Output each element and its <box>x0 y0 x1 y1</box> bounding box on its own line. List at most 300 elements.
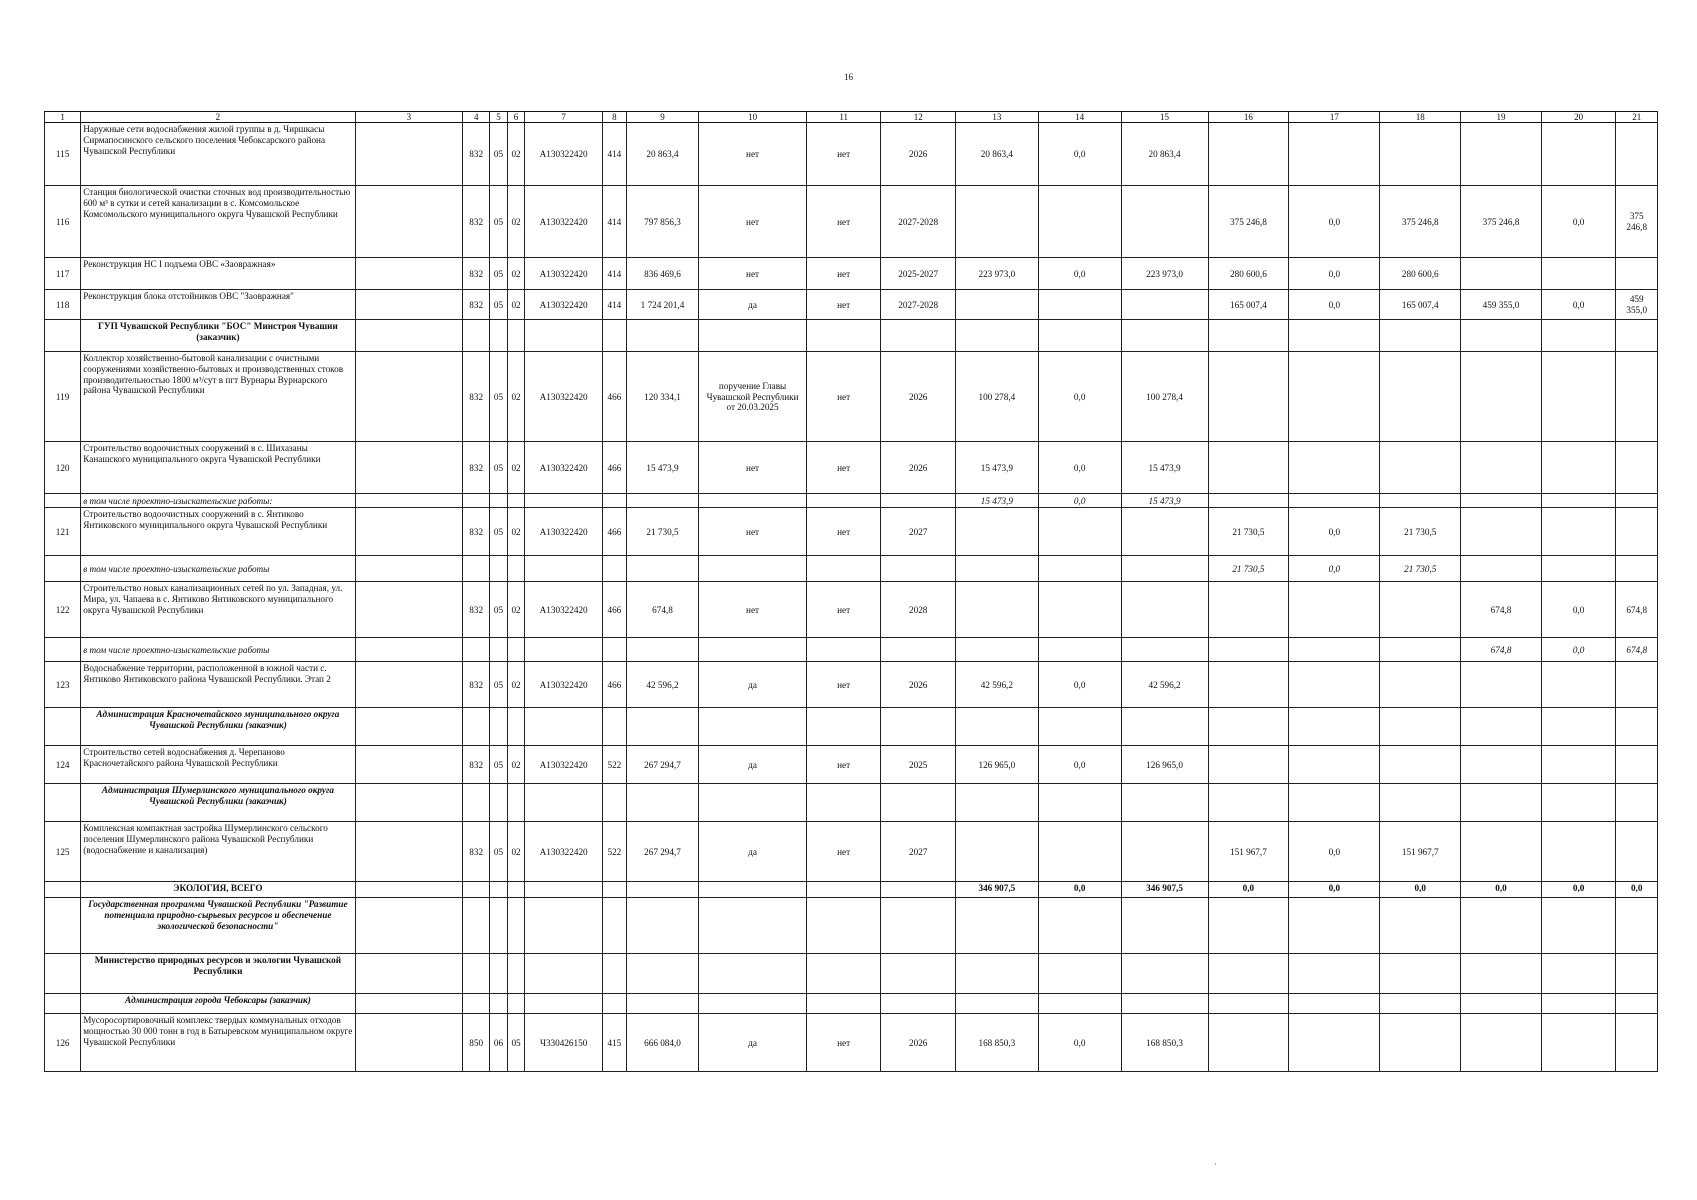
table-cell <box>699 638 807 662</box>
table-cell <box>463 784 490 822</box>
table-cell <box>602 494 626 508</box>
table-cell: 375 246,8 <box>1616 186 1658 258</box>
table-cell <box>1380 582 1461 638</box>
table-cell: 832 <box>463 258 490 290</box>
table-cell: 832 <box>463 822 490 882</box>
table-cell: 223 973,0 <box>955 258 1038 290</box>
column-number: 15 <box>1121 112 1208 123</box>
table-cell: нет <box>806 258 881 290</box>
table-cell <box>602 882 626 898</box>
table-cell: нет <box>806 442 881 494</box>
table-cell: 0,0 <box>1038 1014 1121 1072</box>
table-cell <box>806 882 881 898</box>
table-cell <box>1461 662 1542 708</box>
table-cell <box>1380 898 1461 954</box>
row-number: 125 <box>45 822 81 882</box>
subtotal-value: 674,8 <box>1616 638 1658 662</box>
section-heading: Администрация Шумерлинского муниципального округа Чувашской Республики (заказчик) <box>81 784 355 822</box>
object-name: Реконструкция НС I подъема ОВС «Заовражная» <box>81 258 355 290</box>
subtotal-value <box>1380 638 1461 662</box>
table-cell <box>490 708 508 746</box>
page-number: 16 <box>844 72 853 82</box>
table-cell <box>1616 662 1658 708</box>
column-number: 8 <box>602 112 626 123</box>
table-cell <box>490 784 508 822</box>
table-cell <box>602 708 626 746</box>
table-cell: 267 294,7 <box>626 746 698 784</box>
column-number-row <box>45 112 1658 123</box>
table-cell <box>1616 352 1658 442</box>
table-cell: 832 <box>463 186 490 258</box>
table-cell: 832 <box>463 442 490 494</box>
table-row <box>45 822 1658 882</box>
table-cell <box>463 898 490 954</box>
subtotal-value: 0,0 <box>1038 494 1121 508</box>
table-row <box>45 494 1658 508</box>
subtotal-value <box>955 556 1038 582</box>
subtotal-value <box>1208 494 1289 508</box>
table-cell <box>1461 123 1542 186</box>
table-cell <box>881 882 956 898</box>
table-cell <box>626 994 698 1014</box>
table-cell <box>1121 290 1208 320</box>
subtotal-value <box>1289 494 1380 508</box>
object-name: Наружные сети водоснабжения жилой группы в д. Чиршкасы Сирмапосинского сельского поселения Чебоксарского района Чувашской Республики <box>81 123 355 186</box>
row-number: 118 <box>45 290 81 320</box>
table-cell <box>1121 784 1208 822</box>
table-cell <box>525 708 603 746</box>
table-cell: 674,8 <box>1461 582 1542 638</box>
table-cell <box>881 556 956 582</box>
table-cell <box>507 898 525 954</box>
table-cell <box>490 994 508 1014</box>
row-number: 116 <box>45 186 81 258</box>
table-cell: А130322420 <box>525 123 603 186</box>
row-number: 115 <box>45 123 81 186</box>
table-cell <box>1616 442 1658 494</box>
table-cell <box>490 320 508 352</box>
table-cell: А130322420 <box>525 582 603 638</box>
table-cell <box>1038 784 1121 822</box>
subtotal-label: в том числе проектно-изыскательские работы <box>81 638 355 662</box>
table-cell: 21 730,5 <box>626 508 698 556</box>
table-cell <box>1380 994 1461 1014</box>
table-cell <box>955 186 1038 258</box>
table-cell: 15 473,9 <box>626 442 698 494</box>
table-cell <box>699 556 807 582</box>
table-cell: нет <box>806 822 881 882</box>
table-cell: нет <box>699 508 807 556</box>
table-cell <box>1289 352 1380 442</box>
table-cell: 0,0 <box>1038 662 1121 708</box>
table-cell: 05 <box>490 258 508 290</box>
table-cell: 0,0 <box>1038 442 1121 494</box>
table-cell: 2026 <box>881 442 956 494</box>
table-cell <box>1208 582 1289 638</box>
table-cell: 414 <box>602 186 626 258</box>
table-cell: 223 973,0 <box>1121 258 1208 290</box>
table-cell <box>955 320 1038 352</box>
table-cell: нет <box>699 186 807 258</box>
table-cell <box>1208 708 1289 746</box>
object-name: Коллектор хозяйственно-бытовой канализации с очистными сооружениями хозяйственно-бытовых и производственных стоков производительностью 1800 м³/сут в пгт Вурнары Вурнарского района Чувашской Республики <box>81 352 355 442</box>
table-cell: 2026 <box>881 1014 956 1072</box>
table-cell: 797 856,3 <box>626 186 698 258</box>
table-cell <box>1038 898 1121 954</box>
table-cell: 02 <box>507 290 525 320</box>
table-cell <box>699 882 807 898</box>
table-cell <box>463 320 490 352</box>
table-cell: 459 355,0 <box>1461 290 1542 320</box>
table-cell <box>1616 898 1658 954</box>
row-number: 119 <box>45 352 81 442</box>
table-row <box>45 746 1658 784</box>
table-cell <box>45 994 81 1014</box>
table-cell <box>355 746 463 784</box>
table-cell <box>806 784 881 822</box>
table-cell <box>881 784 956 822</box>
table-cell: нет <box>699 258 807 290</box>
column-number: 10 <box>699 112 807 123</box>
table-cell: 05 <box>490 290 508 320</box>
section-heading: Государственная программа Чувашской Республики "Развитие потенциала природно-сырьевых ресурсов и обеспечение экологической безопасности" <box>81 898 355 954</box>
subtotal-value: 15 473,9 <box>955 494 1038 508</box>
table-cell <box>1380 352 1461 442</box>
table-cell <box>463 708 490 746</box>
table-cell: нет <box>806 352 881 442</box>
row-number: 122 <box>45 582 81 638</box>
table-cell <box>463 494 490 508</box>
table-cell: 168 850,3 <box>1121 1014 1208 1072</box>
table-cell: нет <box>806 582 881 638</box>
object-name: Водоснабжение территории, расположенной в южной части с. Янтиково Янтиковского района Чувашской Республики. Этап 2 <box>81 662 355 708</box>
table-cell: 375 246,8 <box>1380 186 1461 258</box>
table-cell: 375 246,8 <box>1208 186 1289 258</box>
table-cell <box>1289 662 1380 708</box>
table-cell: 126 965,0 <box>955 746 1038 784</box>
table-cell <box>45 708 81 746</box>
table-cell: 267 294,7 <box>626 822 698 882</box>
table-cell: 674,8 <box>626 582 698 638</box>
table-cell <box>1616 123 1658 186</box>
table-cell: 466 <box>602 442 626 494</box>
table-cell <box>355 508 463 556</box>
table-cell <box>1208 994 1289 1014</box>
table-cell: 832 <box>463 123 490 186</box>
table-cell: нет <box>699 582 807 638</box>
section-heading: Администрация Красночетайского муниципального округа Чувашской Республики (заказчик) <box>81 708 355 746</box>
table-cell <box>806 320 881 352</box>
table-cell: 414 <box>602 258 626 290</box>
table-cell <box>507 494 525 508</box>
table-cell: 02 <box>507 662 525 708</box>
table-cell <box>602 954 626 994</box>
subtotal-value <box>1038 638 1121 662</box>
table-cell <box>1541 822 1616 882</box>
subtotal-value <box>1208 638 1289 662</box>
table-cell <box>355 708 463 746</box>
subtotal-value: 21 730,5 <box>1208 556 1289 582</box>
table-cell: 02 <box>507 442 525 494</box>
table-cell <box>1289 123 1380 186</box>
table-cell: да <box>699 822 807 882</box>
table-cell <box>1038 994 1121 1014</box>
table-cell <box>1380 662 1461 708</box>
table-cell: 832 <box>463 290 490 320</box>
table-cell <box>463 994 490 1014</box>
table-cell <box>1121 822 1208 882</box>
table-cell: 2027-2028 <box>881 290 956 320</box>
table-cell <box>626 784 698 822</box>
table-cell <box>1208 1014 1289 1072</box>
subtotal-value <box>1541 494 1616 508</box>
table-cell <box>1121 994 1208 1014</box>
table-cell <box>1541 898 1616 954</box>
table-cell <box>355 638 463 662</box>
table-cell: 05 <box>507 1014 525 1072</box>
table-cell: 02 <box>507 123 525 186</box>
table-cell <box>626 898 698 954</box>
table-cell: А130322420 <box>525 186 603 258</box>
table-cell <box>463 954 490 994</box>
table-cell: 0,0 <box>1289 290 1380 320</box>
table-cell <box>1461 508 1542 556</box>
table-cell <box>881 708 956 746</box>
object-name: Станция биологической очистки сточных вод производительностью 600 м³ в сутки и сетей канализации в с. Комсомольское Комсомольского муниципального округа Чувашской Республики <box>81 186 355 258</box>
table-cell: 414 <box>602 123 626 186</box>
table-cell <box>355 186 463 258</box>
table-cell: 2026 <box>881 123 956 186</box>
table-cell <box>626 954 698 994</box>
table-cell: 02 <box>507 258 525 290</box>
table-cell <box>955 784 1038 822</box>
column-number: 14 <box>1038 112 1121 123</box>
table-cell <box>699 994 807 1014</box>
table-cell <box>626 882 698 898</box>
table-cell: А130322420 <box>525 822 603 882</box>
table-cell <box>1461 352 1542 442</box>
table-cell <box>1038 320 1121 352</box>
table-cell <box>525 994 603 1014</box>
table-cell <box>1461 708 1542 746</box>
table-cell <box>1380 708 1461 746</box>
table-cell <box>699 898 807 954</box>
table-cell <box>1289 784 1380 822</box>
table-cell <box>1616 258 1658 290</box>
table-cell <box>490 954 508 994</box>
table-cell <box>1289 708 1380 746</box>
table-cell <box>1616 746 1658 784</box>
table-cell <box>806 898 881 954</box>
table-cell <box>355 1014 463 1072</box>
table-cell <box>955 822 1038 882</box>
table-cell <box>463 882 490 898</box>
table-row <box>45 582 1658 638</box>
object-name: Строительство водоочистных сооружений в с. Янтиково Янтиковского муниципального округа Чувашской Республики <box>81 508 355 556</box>
table-cell <box>355 556 463 582</box>
table-cell: 2027-2028 <box>881 186 956 258</box>
table-cell <box>1461 746 1542 784</box>
table-cell: 0,0 <box>1038 352 1121 442</box>
table-cell <box>463 638 490 662</box>
subtotal-value <box>955 638 1038 662</box>
table-cell: 832 <box>463 352 490 442</box>
column-number: 12 <box>881 112 956 123</box>
table-cell: 05 <box>490 186 508 258</box>
table-cell <box>602 784 626 822</box>
table-cell: 466 <box>602 352 626 442</box>
table-cell: 2025-2027 <box>881 258 956 290</box>
table-cell <box>1208 898 1289 954</box>
table-cell <box>1616 320 1658 352</box>
table-cell <box>602 898 626 954</box>
table-cell: 168 850,3 <box>955 1014 1038 1072</box>
table-cell: 832 <box>463 662 490 708</box>
row-number: 124 <box>45 746 81 784</box>
table-cell <box>1616 1014 1658 1072</box>
table-cell: 05 <box>490 352 508 442</box>
table-row <box>45 556 1658 582</box>
table-cell: 414 <box>602 290 626 320</box>
table-cell: 0,0 <box>1289 822 1380 882</box>
subtotal-value <box>1616 556 1658 582</box>
subtotal-value <box>1289 638 1380 662</box>
object-name: Реконструкция блока отстойников ОВС "Заовражная" <box>81 290 355 320</box>
table-cell <box>699 954 807 994</box>
table-cell: 42 596,2 <box>955 662 1038 708</box>
table-cell <box>525 556 603 582</box>
object-name: Мусоросортировочный комплекс твердых коммунальных отходов мощностью 30 000 тонн в год в Батыревском муниципальном округе Чувашской Республики <box>81 1014 355 1072</box>
table-cell: нет <box>806 186 881 258</box>
column-number: 13 <box>955 112 1038 123</box>
table-cell: А130322420 <box>525 258 603 290</box>
table-row <box>45 662 1658 708</box>
table-row <box>45 954 1658 994</box>
table-cell <box>1289 1014 1380 1072</box>
table-cell: нет <box>699 442 807 494</box>
section-heading: Администрация города Чебоксары (заказчик) <box>81 994 355 1014</box>
table-cell <box>699 320 807 352</box>
table-cell: нет <box>806 123 881 186</box>
table-cell <box>1289 898 1380 954</box>
table-cell <box>45 556 81 582</box>
table-cell: 375 246,8 <box>1461 186 1542 258</box>
table-cell <box>1541 994 1616 1014</box>
table-cell <box>355 494 463 508</box>
table-cell: 126 965,0 <box>1121 746 1208 784</box>
table-cell: 415 <box>602 1014 626 1072</box>
table-cell <box>507 882 525 898</box>
table-cell: 42 596,2 <box>1121 662 1208 708</box>
table-cell: 0,0 <box>1541 186 1616 258</box>
table-cell: 100 278,4 <box>955 352 1038 442</box>
table-cell <box>525 882 603 898</box>
table-cell <box>490 494 508 508</box>
table-cell <box>355 442 463 494</box>
total-value: 0,0 <box>1380 882 1461 898</box>
section-heading: ГУП Чувашской Республики "БОС" Минстроя Чувашии (заказчик) <box>81 320 355 352</box>
subtotal-value <box>1121 638 1208 662</box>
table-cell <box>355 582 463 638</box>
table-cell <box>626 556 698 582</box>
table-cell <box>355 898 463 954</box>
table-cell <box>355 290 463 320</box>
table-cell <box>1380 954 1461 994</box>
row-number: 121 <box>45 508 81 556</box>
table-cell: 850 <box>463 1014 490 1072</box>
table-cell <box>355 784 463 822</box>
table-cell <box>1541 662 1616 708</box>
table-cell <box>1461 954 1542 994</box>
table-cell: 0,0 <box>1289 258 1380 290</box>
table-cell: 02 <box>507 508 525 556</box>
table-row <box>45 186 1658 258</box>
table-row <box>45 898 1658 954</box>
table-cell <box>45 638 81 662</box>
table-cell <box>355 882 463 898</box>
table-row <box>45 123 1658 186</box>
table-cell <box>1121 898 1208 954</box>
table-cell <box>1289 442 1380 494</box>
table-cell: 0,0 <box>1038 123 1121 186</box>
table-cell: 280 600,6 <box>1380 258 1461 290</box>
table-cell: поручение Главы Чувашской Республики от 20.03.2025 <box>699 352 807 442</box>
investment-table <box>44 111 1658 1072</box>
table-cell <box>525 494 603 508</box>
subtotal-value <box>1380 494 1461 508</box>
table-cell <box>1038 822 1121 882</box>
table-cell <box>490 882 508 898</box>
table-cell <box>1038 290 1121 320</box>
table-cell <box>525 320 603 352</box>
table-cell <box>1380 123 1461 186</box>
table-cell <box>1541 442 1616 494</box>
table-cell: 165 007,4 <box>1380 290 1461 320</box>
table-cell: 522 <box>602 822 626 882</box>
table-cell <box>507 556 525 582</box>
table-cell <box>955 898 1038 954</box>
table-cell <box>355 662 463 708</box>
subtotal-value: 0,0 <box>1541 638 1616 662</box>
column-number: 6 <box>507 112 525 123</box>
table-cell: 280 600,6 <box>1208 258 1289 290</box>
table-cell <box>1121 708 1208 746</box>
table-cell: 466 <box>602 508 626 556</box>
table-cell <box>1289 746 1380 784</box>
table-cell: 522 <box>602 746 626 784</box>
table-cell <box>1461 822 1542 882</box>
table-cell: А130322420 <box>525 746 603 784</box>
column-number: 3 <box>355 112 463 123</box>
table-row <box>45 708 1658 746</box>
column-number: 19 <box>1461 112 1542 123</box>
table-cell: нет <box>699 123 807 186</box>
table-cell <box>881 494 956 508</box>
table-cell: 06 <box>490 1014 508 1072</box>
table-cell <box>1038 954 1121 994</box>
table-cell <box>1038 708 1121 746</box>
table-cell: 21 730,5 <box>1208 508 1289 556</box>
table-cell <box>1541 123 1616 186</box>
table-cell <box>806 556 881 582</box>
table-cell <box>463 556 490 582</box>
table-cell <box>955 708 1038 746</box>
table-row <box>45 882 1658 898</box>
table-cell <box>1208 746 1289 784</box>
table-cell: А130322420 <box>525 662 603 708</box>
table-cell: 1 724 201,4 <box>626 290 698 320</box>
table-cell: 02 <box>507 822 525 882</box>
